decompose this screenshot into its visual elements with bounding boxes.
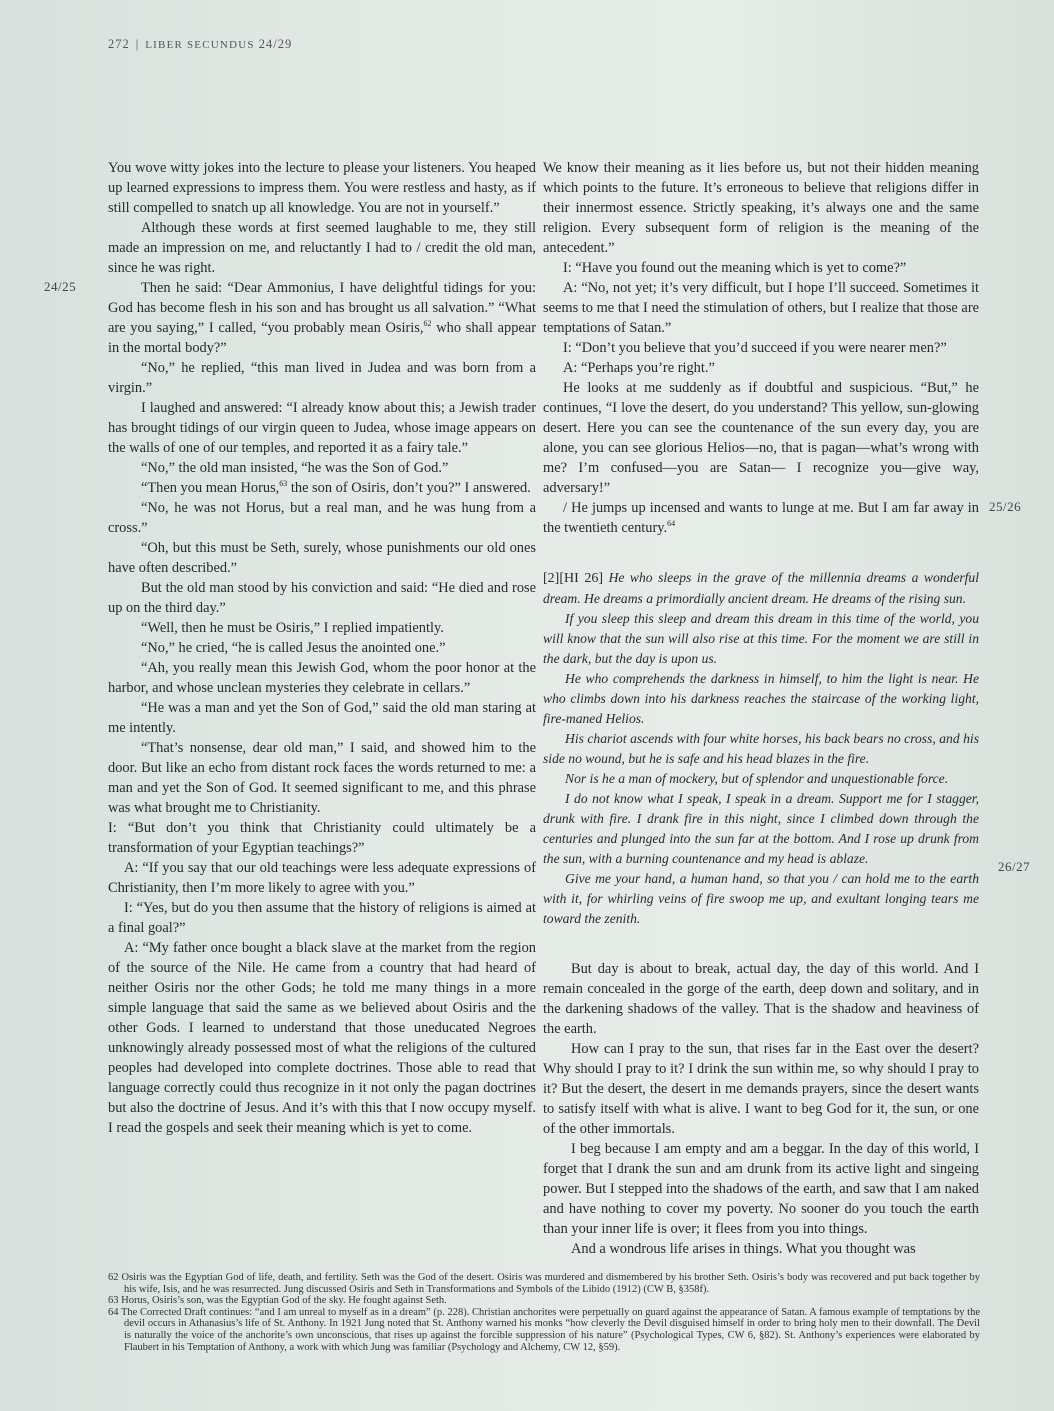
- book-title: LIBER SECUNDUS: [145, 39, 255, 51]
- paragraph: “No,” the old man insisted, “he was the Son of God.”: [141, 460, 449, 476]
- paragraph: But the old man stood by his conviction and said: “He died and rose up on the third day.”: [108, 580, 536, 616]
- footnote: 62 Osiris was the Egyptian God of life, death, and fertility. Seth was the God of the desert. Osiris was murdered and dismembered by his brother Seth. Osiris’s body was recovered and put back together by his wife, Isis, and he was resurrected. Jung discussed Osiris and Seth in Transformations and Symbols of the Libido (1912) (CW B, §358f).: [108, 1272, 980, 1295]
- paragraph: Although these words at first seemed laughable to me, they still made an impression on me, and reluctantly I had to / credit the old man, since he was right.: [108, 220, 536, 276]
- footnotes: [108, 1272, 980, 1353]
- paragraph: He who comprehends the darkness in himself, to him the light is near. He who climbs down into his darkness reaches the staircase of the working light, fire-maned Helios.: [543, 671, 979, 726]
- paragraph: Give me your hand, a human hand, so that you / can hold me to the earth with it, for whirling veins of fire swoop me up, and exultant longing tears me toward the zenith.: [543, 871, 979, 926]
- paragraph: “That’s nonsense, dear old man,” I said, and showed him to the door. But like an echo from distant rock faces the words returned to me: a man and yet the Son of God. It seemed significant to me, and this phrase was what brought me to Christianity.: [108, 740, 536, 816]
- paragraph: A: “Perhaps you’re right.”: [563, 360, 715, 376]
- paragraph: His chariot ascends with four white horses, his back bears no cross, and his side no wound, but he is safe and his head blazes in the fire.: [543, 731, 979, 766]
- paragraph: But day is about to break, actual day, the day of this world. And I remain concealed in the gorge of the earth, deep down and solitary, and in the darkening shadows of the valley. That is the shadow and heaviness of the earth.: [543, 961, 979, 1037]
- paragraph: “No,” he replied, “this man lived in Judea and was born from a virgin.”: [108, 360, 536, 396]
- italic-dream-section: [543, 568, 979, 929]
- paragraph: I: “But don’t you think that Christianity could ultimately be a transformation of your Egyptian teachings?”: [108, 820, 536, 856]
- paragraph: / He jumps up incensed and wants to lunge at me. But I am far away in the twentieth century.$^{64}$: [543, 500, 979, 536]
- margin-number: 24/25: [44, 279, 77, 294]
- paragraph: [2][HI 26] He who sleeps in the grave of the millennia dreams a wonderful dream. He dreams a primordially ancient dream. He dreams of the rising sun.: [543, 570, 980, 606]
- paragraph: “Oh, but this must be Seth, surely, whose punishments our old ones have often described.”: [108, 540, 536, 576]
- paragraph: And a wondrous life arises in things. What you thought was: [571, 1241, 916, 1257]
- folio-number: 24/29: [258, 37, 293, 51]
- paragraph: A: “My father once bought a black slave at the market from the region of the source of the Nile. He came from a country that had heard of neither Osiris nor the other Gods; he told me many things in a more simple language that said the same as we believed about Osiris and the other Gods. I learned to understand that those uneducated Negroes unknowingly already possessed most of what the religions of the cultured peoples had developed into complete doctrines. Those able to read that language correctly could thus recognize in it not only the pagan doctrines but also the doctrine of Jesus. And it’s with this that I now occupy myself. I read the gospels and seek their meaning which is yet to come.: [108, 940, 536, 1136]
- footnote-ref: 63: [279, 479, 288, 489]
- paragraph: If you sleep this sleep and dream this dream in this time of the world, you will know that the sun will also rise at this time. For the moment we are still in the dark, but the day is upon us.: [543, 611, 979, 666]
- paragraph: Then he said: “Dear Ammonius, I have delightful tidings for you: God has become flesh in his son and has brought us all salvation.” “What are you saying,” I called, “you probably mean Osiris,$^{62}$ who shall appear in the mortal body?”: [108, 280, 536, 356]
- paragraph: I: “Have you found out the meaning which is yet to come?”: [563, 260, 907, 276]
- paragraph: “Well, then he must be Osiris,” I replied impatiently.: [141, 620, 444, 636]
- running-head: [108, 37, 292, 52]
- paragraph: Nor is he a man of mockery, but of splendor and unquestionable force.: [565, 771, 949, 786]
- page-number: 272: [108, 37, 130, 51]
- section-marker: [2][HI 26]: [543, 571, 604, 586]
- paragraph: I: “Yes, but do you then assume that the history of religions is aimed at a final goal?”: [108, 900, 536, 936]
- right-column: [543, 158, 979, 1259]
- paragraph: I laughed and answered: “I already know about this; a Jewish trader has brought tidings of our virgin queen to Judea, whose image appears on the walls of one of our temples, and reported it as a fairy tale.”: [108, 400, 536, 456]
- paragraph: How can I pray to the sun, that rises far in the East over the desert? Why should I pray to it? I drink the sun within me, so why should I pray to it? But the desert, the desert in me demands prayers, since the desert wants to satisfy itself with what is alive. I want to beg God for it, the sun, or one of the other immortals.: [543, 1041, 979, 1137]
- margin-number: 26/27: [998, 859, 1031, 874]
- header-separator: |: [135, 37, 140, 51]
- footnote-ref: 64: [667, 519, 676, 529]
- paragraph: He looks at me suddenly as if doubtful and suspicious. “But,” he continues, “I love the desert, do you understand? This yellow, sun-glowing desert. Here you can see the countenance of the sun every day, you are alone, you can see glorious Helios—no, that is pagan—what’s wrong with me? I’m confused—you are Satan— I recognize you—give way, adversary!”: [543, 380, 979, 496]
- paragraph: “Then you mean Horus,$^{63}$ the son of Osiris, don’t you?” I answered.: [141, 479, 531, 496]
- paragraph: I beg because I am empty and am a beggar. In the day of this world, I forget that I drank the sun and am drunk from its active light and singeing power. But I stepped into the shadows of the earth, and saw that I am naked and have nothing to cover my poverty. No sooner do you touch the earth than your inner life is over; it flees from you into things.: [543, 1141, 979, 1237]
- left-column: [108, 158, 536, 1138]
- footnote: 64 The Corrected Draft continues: “and I am unreal to myself as in a dream” (p. 228). Christian anchorites were perpetually on guard against the appearance of Satan. A famous example of temptations by the devil occurs in Athanasius’s life of St. Anthony. In 1921 Jung noted that St. Anthony warned his monks “how cleverly the Devil disguised himself in order to bring holy men to their downfall. The Devil is naturally the voice of the anchorite’s own unconscious, that rises up against the forcible suppression of his nature” (Psychological Types, CW 6, §82). St. Anthony’s experiences were elaborated by Flaubert in his Temptation of Anthony, a work with which Jung was familiar (Psychology and Alchemy, CW 12, §59).: [108, 1306, 980, 1353]
- paragraph: You wove witty jokes into the lecture to please your listeners. You heaped up learned expressions to impress them. You were restless and hasty, as if still compelled to snatch up all knowledge. You are not in yourself.”: [108, 160, 536, 216]
- paragraph: A: “No, not yet; it’s very difficult, but I hope I’ll succeed. Sometimes it seems to me that I need the stimulation of others, but I realize that those are temptations of Satan.”: [543, 280, 979, 336]
- margin-number: 25/26: [989, 499, 1022, 514]
- paragraph: I do not know what I speak, I speak in a dream. Support me for I stagger, drunk with fire. I drank fire in this night, since I climbed down through the centuries and plunged into the sun far at the bottom. And I rose up drunk from the sun, with a burning countenance and my head is ablaze.: [543, 791, 979, 866]
- paragraph: I: “Don’t you believe that you’d succeed if you were nearer men?”: [563, 340, 947, 356]
- paragraph: A: “If you say that our old teachings were less adequate expressions of Christianity, then I’m more likely to agree with you.”: [108, 860, 536, 896]
- footnote: 63 Horus, Osiris’s son, was the Egyptian God of the sky. He fought against Seth.: [108, 1295, 447, 1307]
- paragraph: We know their meaning as it lies before us, but not their hidden meaning which points to the future. It’s erroneous to believe that religions differ in their innermost essence. Strictly speaking, it’s always one and the same religion. Every subsequent form of religion is the meaning of the antecedent.”: [543, 160, 979, 256]
- paragraph: “He was a man and yet the Son of God,” said the old man staring at me intently.: [108, 700, 536, 736]
- footnote-ref: 62: [423, 319, 432, 329]
- paragraph: “Ah, you really mean this Jewish God, whom the poor honor at the harbor, and whose unclean mysteries they celebrate in cellars.”: [108, 660, 536, 696]
- paragraph: “No,” he cried, “he is called Jesus the anointed one.”: [141, 640, 446, 656]
- paragraph: “No, he was not Horus, but a real man, and he was hung from a cross.”: [108, 500, 536, 536]
